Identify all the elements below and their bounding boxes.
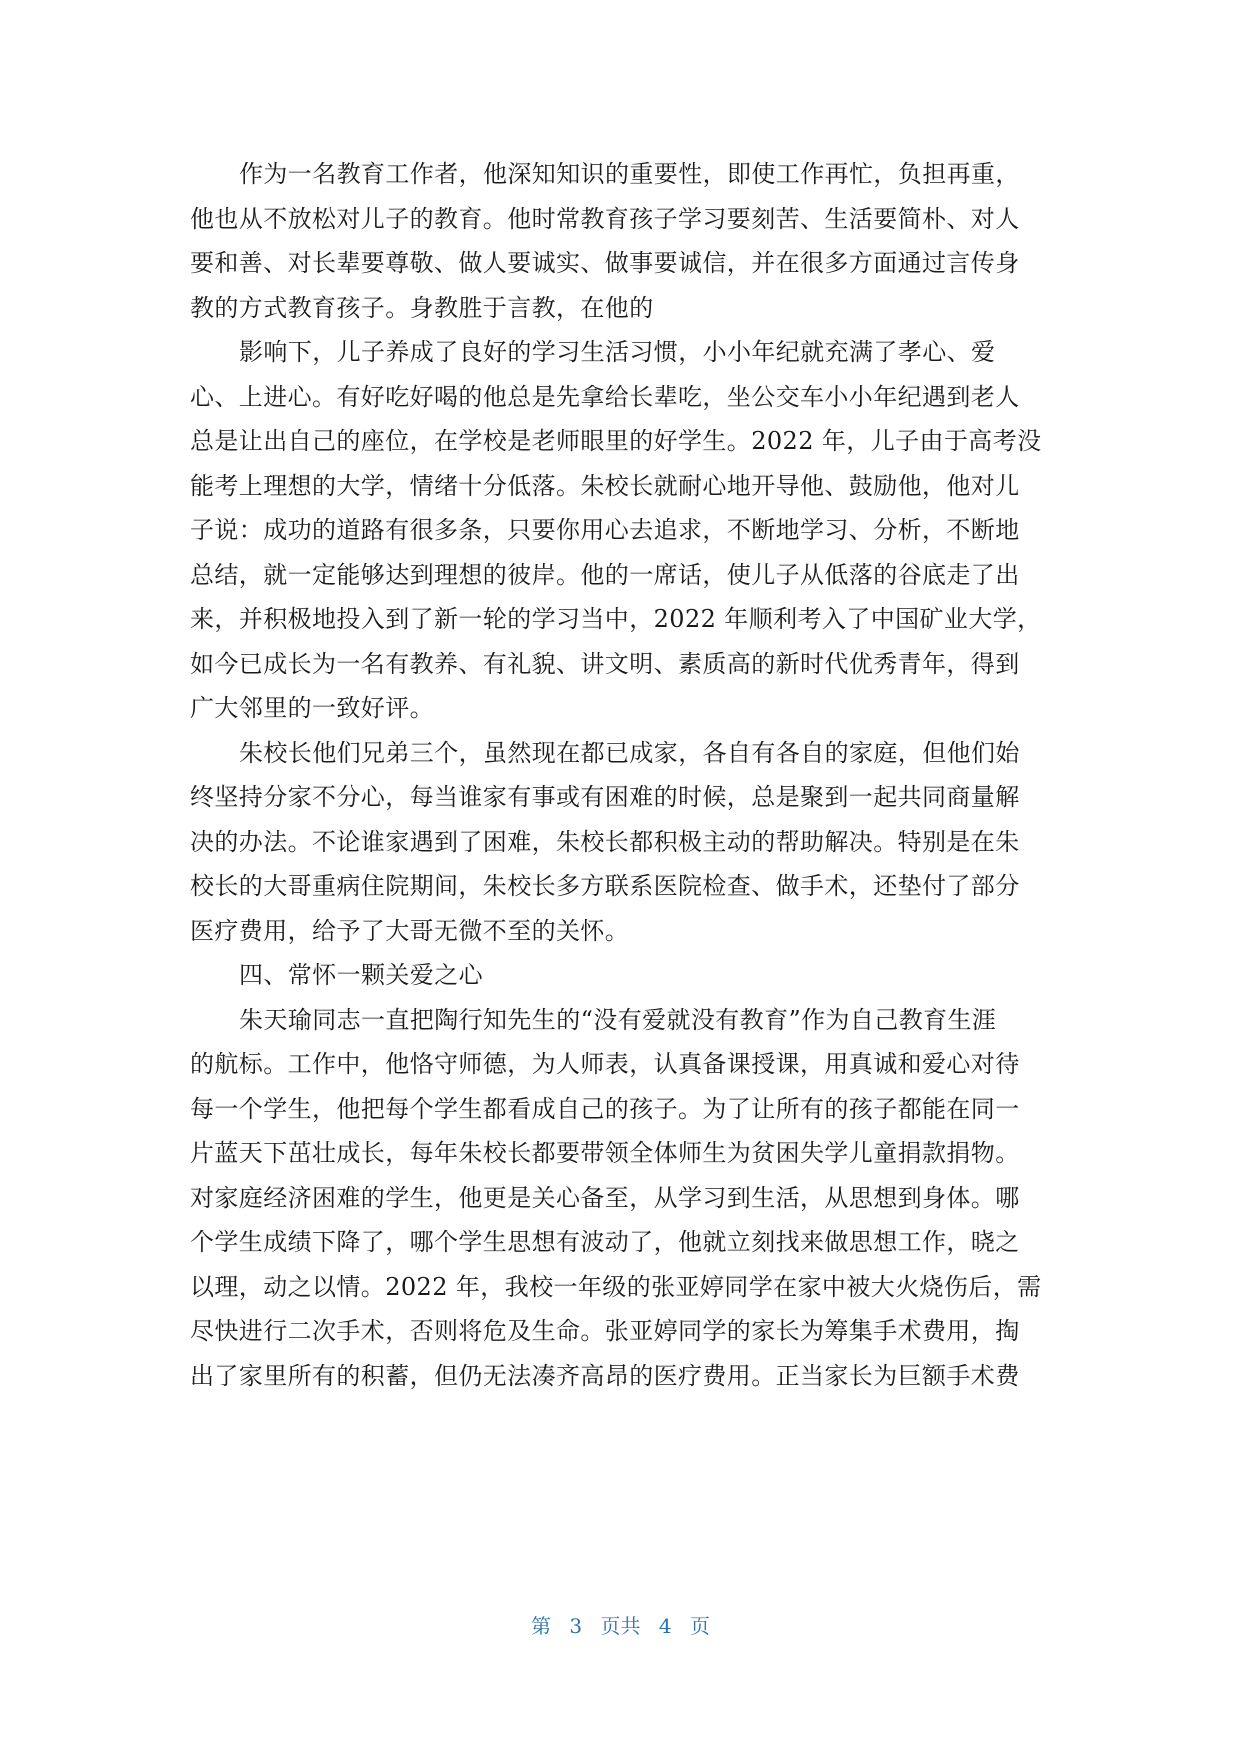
text-line: 来，并积极地投入到了新一轮的学习当中，2022 年顺利考入了中国矿业大学， bbox=[190, 605, 1042, 633]
text-line: 的航标。工作中，他恪守师德，为人师表，认真备课授课，用真诚和爱心对待 bbox=[190, 1050, 1020, 1078]
text-line: 教的方式教育孩子。身教胜于言教，在他的 bbox=[190, 293, 654, 322]
heading-line: 四、常怀一颗关爱之心 bbox=[239, 961, 483, 989]
text-line: 片蓝天下茁壮成长，每年朱校长都要带领全体师生为贫困失学儿童捐款捐物。 bbox=[190, 1139, 1020, 1167]
text-line: 终坚持分家不分心，每当谁家有事或有困难的时候，总是聚到一起共同商量解 bbox=[190, 783, 1020, 811]
paragraph-education-son bbox=[190, 152, 1052, 330]
text-line: 作为一名教育工作者，他深知知识的重要性，即使工作再忙，负担再重， bbox=[239, 160, 1020, 188]
text-line: 个学生成绩下降了，哪个学生思想有波动了，他就立刻找来做思想工作，晓之 bbox=[190, 1228, 1020, 1256]
text-line: 子说：成功的道路有很多条，只要你用心去追求，不断地学习、分析，不断地 bbox=[190, 516, 1020, 544]
text-line: 广大邻里的一致好评。 bbox=[190, 694, 434, 722]
text-line: 朱校长他们兄弟三个，虽然现在都已成家，各自有各自的家庭，但他们始 bbox=[239, 738, 1020, 767]
footer-mid: 页共 bbox=[600, 1614, 641, 1638]
document-body bbox=[190, 152, 1052, 1398]
paragraph-brothers bbox=[190, 731, 1052, 954]
section-heading bbox=[190, 953, 1052, 998]
paragraph-caring-heart bbox=[190, 998, 1052, 1399]
text-line: 总是让出自己的座位，在学校是老师眼里的好学生。2022 年，儿子由于高考没 bbox=[190, 427, 1042, 455]
text-line: 对家庭经济困难的学生，他更是关心备至，从学习到生活，从思想到身体。哪 bbox=[190, 1183, 1020, 1212]
footer-suffix: 页 bbox=[689, 1614, 710, 1638]
text-line: 校长的大哥重病住院期间，朱校长多方联系医院检查、做手术，还垫付了部分 bbox=[190, 872, 1020, 900]
text-line: 要和善、对长辈要尊敬、做人要诚实、做事要诚信，并在很多方面通过言传身 bbox=[190, 249, 1020, 277]
paragraph-son-growth bbox=[190, 330, 1052, 731]
text-line: 尽快进行二次手术，否则将危及生命。张亚婷同学的家长为筹集手术费用，掏 bbox=[190, 1317, 1020, 1345]
footer-current-page: 3 bbox=[569, 1614, 583, 1638]
text-line: 他也从不放松对儿子的教育。他时常教育孩子学习要刻苦、生活要简朴、对人 bbox=[190, 204, 1020, 233]
footer-prefix: 第 bbox=[531, 1614, 552, 1638]
text-line: 如今已成长为一名有教养、有礼貌、讲文明、素质高的新时代优秀青年，得到 bbox=[190, 649, 1020, 678]
text-line: 影响下，儿子养成了良好的学习生活习惯，小小年纪就充满了孝心、爱 bbox=[239, 338, 996, 366]
footer-total-pages: 4 bbox=[658, 1614, 672, 1638]
text-line: 医疗费用，给予了大哥无微不至的关怀。 bbox=[190, 916, 630, 945]
text-line: 总结，就一定能够达到理想的彼岸。他的一席话，使儿子从低落的谷底走了出 bbox=[190, 560, 1020, 589]
text-line: 决的办法。不论谁家遇到了困难，朱校长都积极主动的帮助解决。特别是在朱 bbox=[190, 827, 1020, 856]
page-footer bbox=[0, 1610, 1241, 1639]
text-line: 朱天瑜同志一直把陶行知先生的“没有爱就没有教育”作为自己教育生涯 bbox=[239, 1005, 997, 1034]
text-line: 能考上理想的大学，情绪十分低落。朱校长就耐心地开导他、鼓励他，他对儿 bbox=[190, 471, 1020, 500]
text-line: 每一个学生，他把每个学生都看成自己的孩子。为了让所有的孩子都能在同一 bbox=[190, 1094, 1020, 1123]
text-line: 以理，动之以情。2022 年，我校一年级的张亚婷同学在家中被大火烧伤后，需 bbox=[190, 1272, 1042, 1301]
text-line: 出了家里所有的积蓄，但仍无法凑齐高昂的医疗费用。正当家长为巨额手术费 bbox=[190, 1361, 1020, 1390]
text-line: 心、上进心。有好吃好喝的他总是先拿给长辈吃，坐公交车小小年纪遇到老人 bbox=[190, 382, 1020, 411]
